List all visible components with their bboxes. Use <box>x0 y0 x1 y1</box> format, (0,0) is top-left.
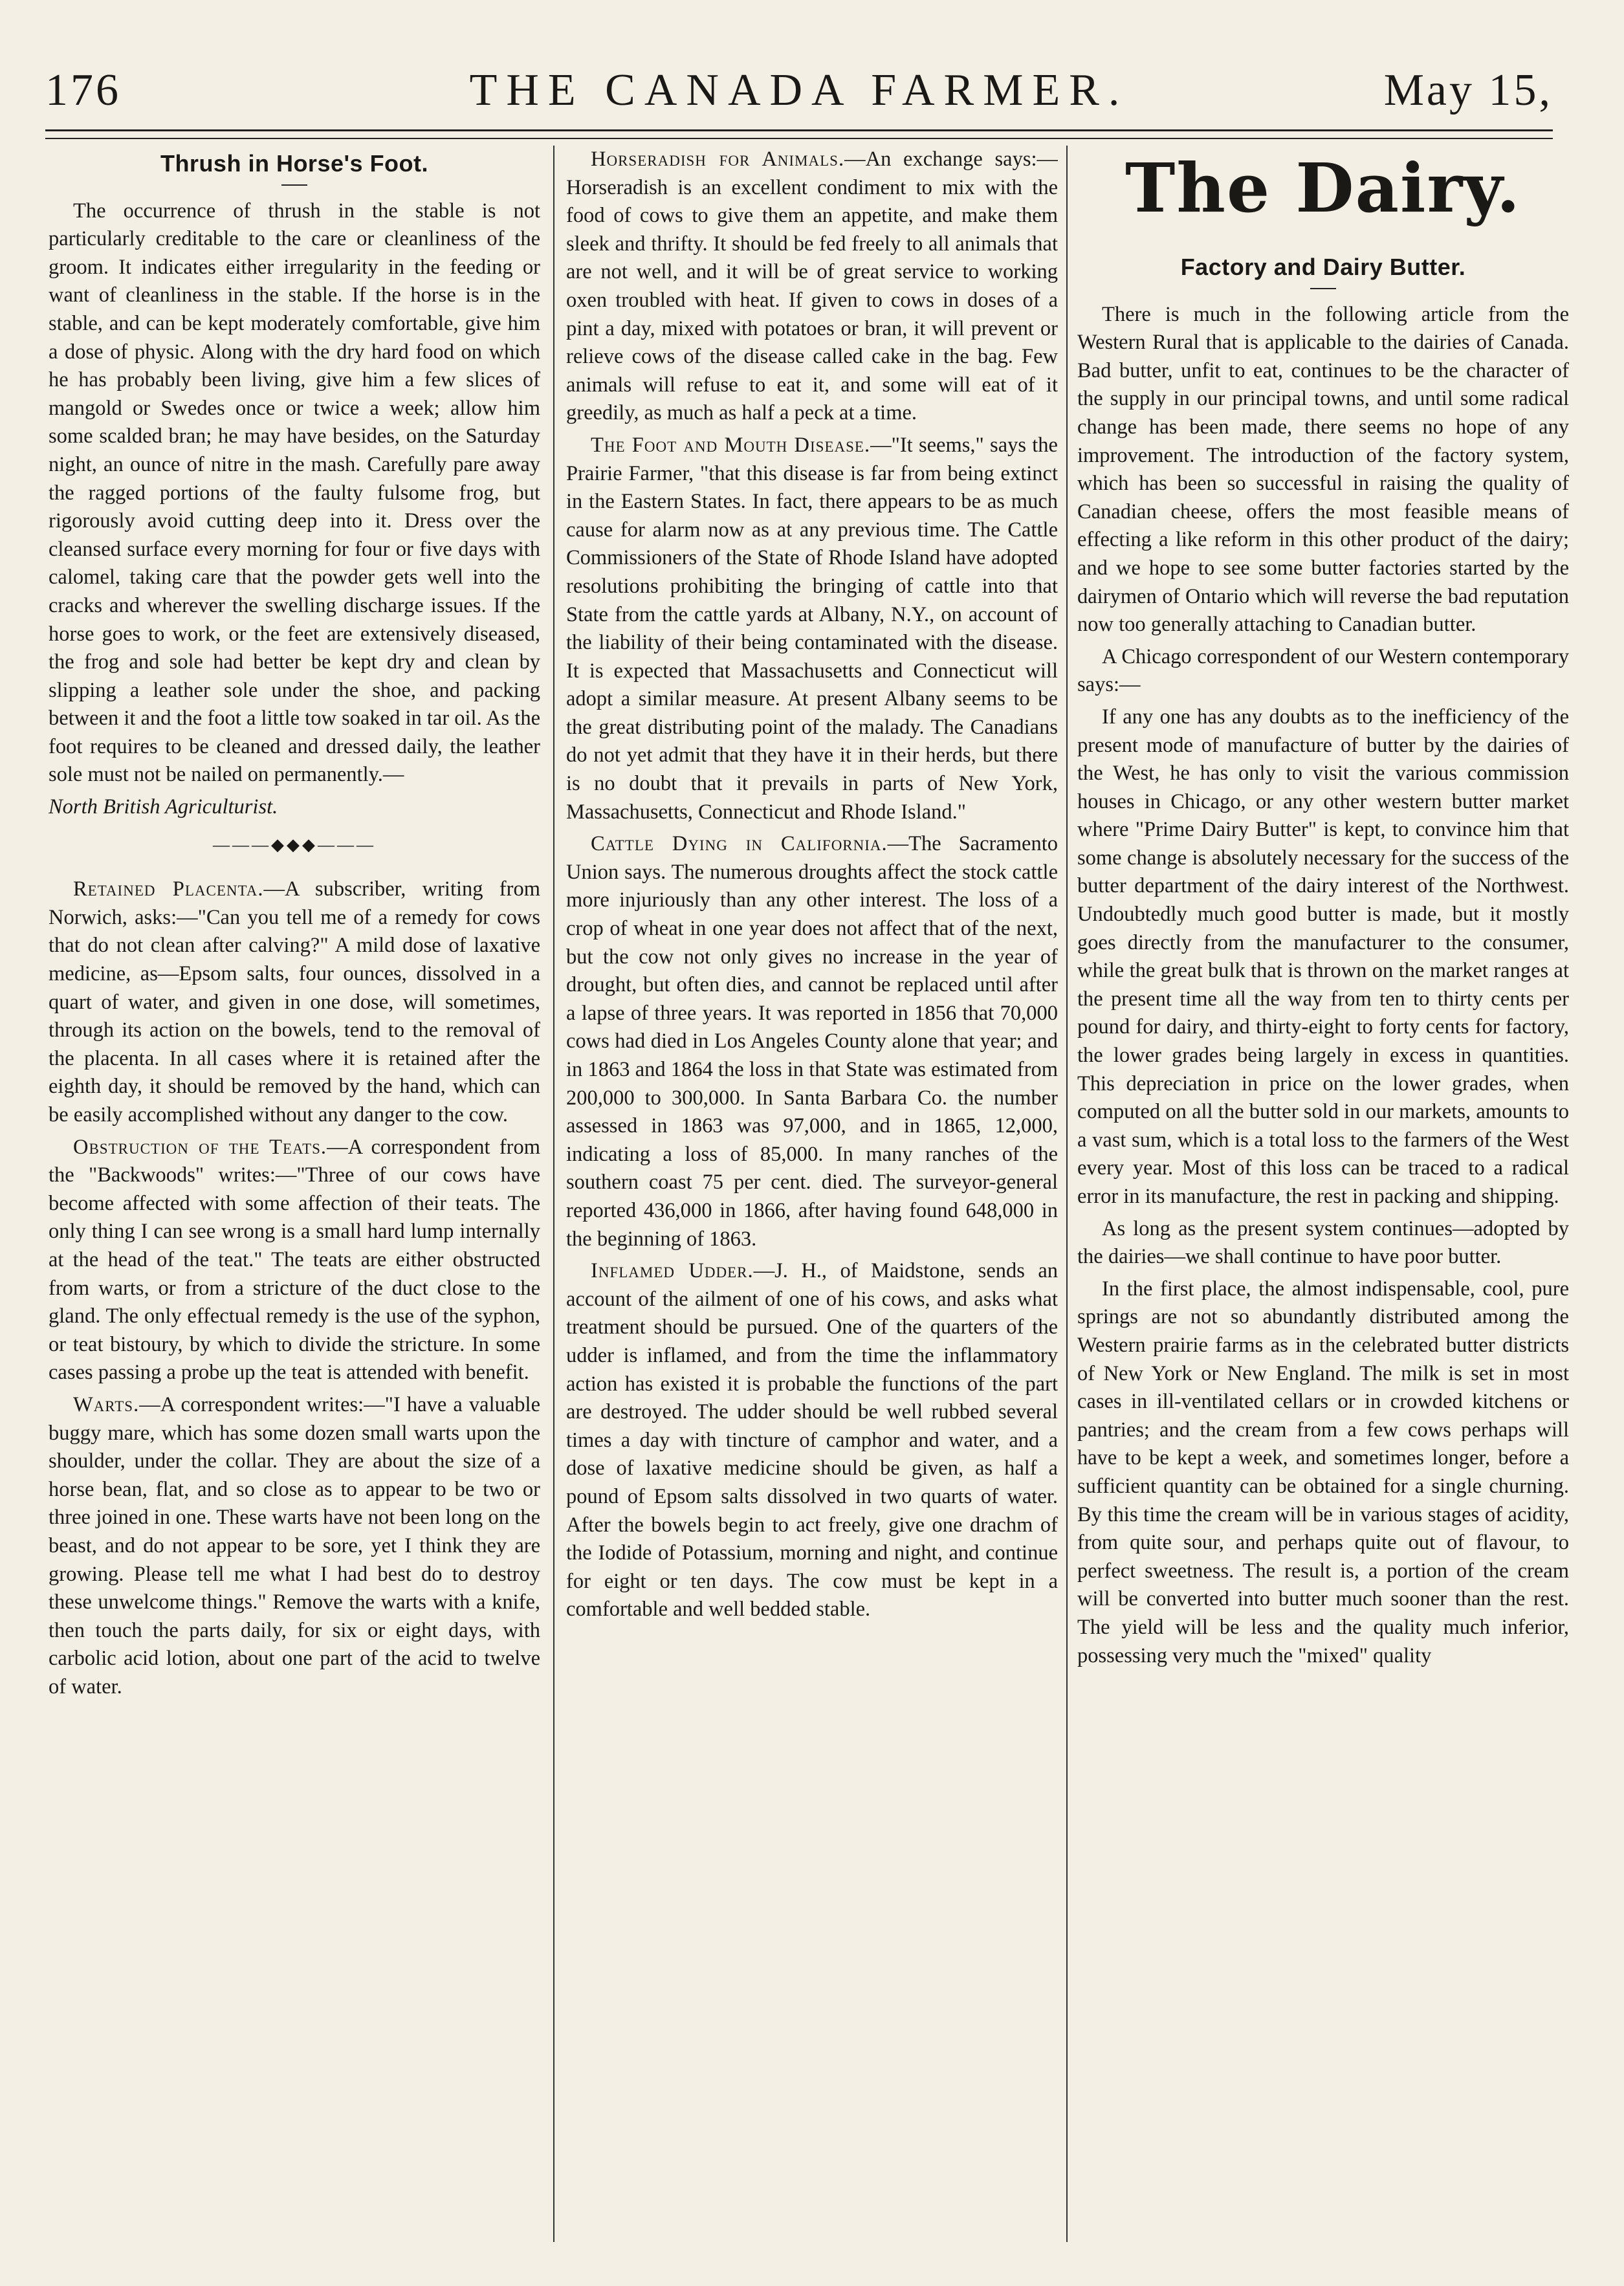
butter-paragraph-2: A Chicago correspondent of our Western contemporary says:— <box>1077 644 1569 697</box>
article-foot-mouth <box>566 432 1058 826</box>
article-warts <box>49 1391 540 1702</box>
article-body-teats: —A correspondent from the "Backwoods" writes:—"Three of our cows have become affected with some affection of their teats. The only thing I can see wrong is a small hard lump internally at the head of the teat." The teats are either obstructed from warts, or from a stricture of the duct close to the gland. The only effectual remedy is the use of the syphon, or teat bistoury, by which to divide the stricture. In some cases passing a probe up the teat is attended with benefit. <box>49 1135 540 1385</box>
article-body-cattle-dying: —The Sacramento Union says. The numerous droughts affect the stock cattle more injuriously than any other interest. The loss of a crop of wheat in one year does not affect that of the next, but the cow not only gives no increase in the year of drought, but often dies, and cannot be replaced until after a lapse of three years. It was reported in 1856 that 70,000 cows had died in Los Angeles County alone that year; and in 1863 and 1864 the loss in that State was estimated from 200,000 to 300,000. In Santa Barbara Co. the number assessed in 1863 was 97,000, and in 1865, 12,000, indicating a loss of 85,000. In many ranches of the southern coast 75 per cent. died. The surveyor-general reported 436,000 in 1866, after having found 648,000 in the beginning of 1863. <box>566 832 1058 1251</box>
article-body-inflamed-udder: —J. H., of Maidstone, sends an account of the ailment of one of his cows, and asks what treatment should be pursued. One of the quarters of the udder is inflamed, and from the time the inflammatory action has existed it is probable the functions of the part are destroyed. The udder should be well rubbed several times a day with tincture of camphor and water, and a dose of laxative medicine should be given, as half a pound of Epsom salts dissolved in two quarts of water. After the bowels begin to act freely, give one drachm of the Iodide of Potassium, morning and night, and continue for eight or ten days. The cow must be kept in a comfortable and well bedded stable. <box>566 1259 1058 1621</box>
article-body-horseradish: —An exchange says:—Horseradish is an excellent condiment to mix with the food of cows to give them an appetite, and make them sleek and thrifty. It should be fed freely to all animals that are not well, and it will be of great service to working oxen troubled with heat. If given to cows in doses of a pint a day, mixed with potatoes or bran, it will prevent or relieve cows of the disease called cake in the bag. Few animals will refuse to eat it, and some will eat of it greedily, as much as half a peck at a time. <box>566 148 1058 425</box>
article-head-foot-mouth: The Foot and Mouth Disease. <box>591 433 871 457</box>
butter-paragraph-5: In the first place, the almost indispensable, cool, pure springs are not so abundantly distributed among the Western prairie farms as in the celebrated butter districts of New York or New England. The milk is set in most cases in ill-ventilated cellars or in crowded kitchens or pantries; and the cream from a few cows perhaps will have to be kept a week, and sometimes longer, before a sufficient quantity can be obtained for a single churning. By this time the cream will be in various stages of acidity, from quite sour, and perhaps quite out of flavour, to perfect sweetness. The result is, a portion of the cream will be converted into butter much sooner than the rest. The yield will be less and the quality much inferior, possessing very much the "mixed" quality <box>1077 1277 1569 1667</box>
article-head-inflamed-udder: Inflamed Udder. <box>591 1259 754 1283</box>
article-head-warts: Warts. <box>73 1392 140 1416</box>
article-teats <box>49 1134 540 1387</box>
article-title-butter: Factory and Dairy Butter. <box>1180 254 1466 280</box>
issue-date: May 15, <box>1383 65 1553 115</box>
masthead <box>45 65 1553 136</box>
column-3 <box>1077 146 1569 2255</box>
article-horseradish <box>566 146 1058 428</box>
column-divider <box>1066 146 1068 2242</box>
column-1 <box>49 146 540 2255</box>
butter-paragraph-1: There is much in the following article from the Western Rural that is applicable to the dairies of Canada. Bad butter, unfit to eat, continues to be the character of the supply in our principal towns, and until some radical change has been made, there seems no hope of any improvement. The introduction of the factory system, which has been so successful in raising the quality of Canadian cheese, offers the most feasible means of effecting a like reform in this other product of the dairy; and we hope to see some butter factories started by the dairymen of Ontario which will reverse the bad reputation now too generally attaching to Canadian butter. <box>1077 302 1569 637</box>
article-head-cattle-dying: Cattle Dying in California. <box>591 832 888 856</box>
article-cattle-dying <box>566 830 1058 1253</box>
article-body-foot-mouth: —"It seems," says the Prairie Farmer, "that this disease is far from being extinct in the Eastern States. In fact, there appears to be as much cause for alarm now as at any previous time. The Cattle Commissioners of the State of Rhode Island have adopted resolutions prohibiting the bringing of cattle into that State from the cattle yards at Albany, N.Y., on account of the liability of their being contaminated with the disease. It is expected that Massachusetts and Connecticut will adopt a similar measure. At present Albany seems to be the great distributing point of the malady. The Canadians do not yet admit that they have it in their herds, but there is no doubt that it prevails in parts of New York, Massachusetts, Connecticut and Rhode Island." <box>566 433 1058 824</box>
article-source-thrush: North British Agriculturist. <box>49 795 278 819</box>
butter-paragraph-4: As long as the present system continues—adopted by the dairies—we shall continue to have poor butter. <box>1077 1216 1569 1269</box>
article-title-thrush: Thrush in Horse's Foot. <box>160 150 429 177</box>
section-ornament: ———◆◆◆——— <box>213 835 376 854</box>
article-head-placenta: Retained Placenta. <box>73 877 264 901</box>
column-divider <box>553 146 554 2242</box>
page-number: 176 <box>45 65 121 115</box>
article-head-horseradish: Horseradish for Animals. <box>591 148 845 171</box>
title-rule <box>1310 288 1336 289</box>
article-head-teats: Obstruction of the Teats. <box>73 1135 327 1159</box>
masthead-rule <box>45 129 1553 139</box>
article-placenta <box>49 875 540 1129</box>
article-inflamed-udder <box>566 1257 1058 1624</box>
title-rule <box>281 184 307 186</box>
article-body-placenta: —A subscriber, writing from Norwich, asks:—"Can you tell me of a remedy for cows that do not clean after calving?" A mild dose of laxative medicine, as—Epsom salts, four ounces, dissolved in a quart of water, and given in one dose, will sometimes, through its action on the bowels, tend to the removal of the placenta. In all cases where it is retained after the eighth day, it should be removed by the hand, which can be easily accomplished without any danger to the cow. <box>49 877 540 1127</box>
article-body-warts: —A correspondent writes:—"I have a valuable buggy mare, which has some dozen small warts upon the shoulder, under the collar. They are about the size of a horse bean, flat, and so close as to appear to be two or three joined in one. These warts have not been long on the beast, and do not appear to be sore, yet I think they are growing. Please tell me what I had best do to destroy these unwelcome things." Remove the warts with a knife, then touch the parts daily, for six or eight days, with carbolic acid lotion, about one part of the acid to twelve of water. <box>49 1392 540 1698</box>
newspaper-title: THE CANADA FARMER. <box>469 65 1129 115</box>
department-heading: The Dairy. <box>1125 148 1521 228</box>
article-body-thrush: The occurrence of thrush in the stable is not particularly creditable to the care or cleanliness of the groom. It indicates either irregularity in the feeding or want of cleanliness in the stable. If the horse is in the stable, and can be kept moderately comfortable, give him a dose of physic. Along with the dry hard food on which he has probably been living, give him a few slices of mangold or Swedes once or twice a week; allow him some scalded bran; he may have besides, on the Saturday night, an ounce of nitre in the mash. Carefully pare away the ragged portions of the faulty fulsome frog, but rigorously avoid cutting deep into it. Dress over the cleansed surface every morning for four or five days with calomel, taking care that the powder gets well into the cracks and wherever the swelling discharge issues. If the horse goes to work, or the feet are extensively diseased, the frog and sole had better be kept dry and clean by slipping a leather sole under the shoe, and packing between it and the foot a little tow soaked in tar oil. As the foot requires to be cleaned and dressed daily, the leather sole must not be nailed on permanently.— <box>49 199 540 787</box>
butter-paragraph-3: If any one has any doubts as to the inefficiency of the present mode of manufacture of butter by the dairies of the West, he has only to visit the various commission houses in Chicago, or any other western butter market where "Prime Dairy Butter" is kept, to convince him that some change is absolutely necessary for the success of the butter department of the dairy interest of the Northwest. Undoubtedly much good butter is made, but it mostly goes directly from the manufacturer to the consumer, while the great bulk that is thrown on the market ranges at the present time all the way from ten to thirty cents per pound for dairy, and thirty-eight to forty cents for factory, the lower grades being largely in excess in quantities. This depreciation in price on the lower grades, when computed on all the butter sold in our markets, amounts to a vast sum, which is a total loss to the farmers of the West every year. Most of this loss can be traced to a radical error in its manufacture, the rest in packing and shipping. <box>1077 705 1569 1208</box>
column-2 <box>566 146 1058 2255</box>
